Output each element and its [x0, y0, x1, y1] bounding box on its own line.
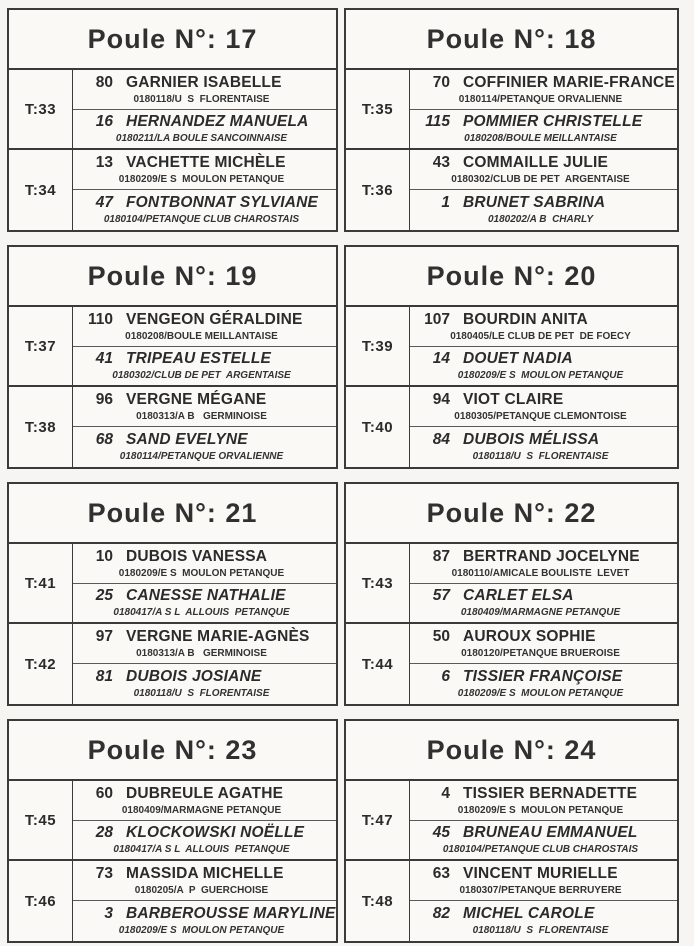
- terrain-label: T:41: [9, 544, 73, 624]
- pool-card-23: [7, 719, 338, 943]
- pool-body: [346, 781, 677, 941]
- player-name: AUROUX SOPHIE: [463, 627, 596, 645]
- player-name: BRUNEAU EMMANUEL: [463, 824, 638, 841]
- player-name: VINCENT MURIELLE: [463, 864, 618, 882]
- terrain-label: T:35: [346, 70, 410, 150]
- player-name-line: [410, 430, 671, 449]
- player-row: [410, 861, 677, 901]
- player-name-line: [73, 586, 330, 605]
- player-row: [73, 584, 336, 624]
- player-club: 0180417/A S L ALLOUIS PETANQUE: [113, 844, 290, 855]
- player-name-line: [73, 547, 330, 566]
- player-row: [73, 110, 336, 150]
- player-name: CARLET ELSA: [463, 587, 574, 604]
- player-name-line: [73, 667, 330, 686]
- player-name-line: [410, 390, 671, 409]
- player-row: [73, 347, 336, 387]
- player-name-line: [73, 904, 336, 923]
- pool-title: Poule N°: 18: [346, 10, 677, 70]
- player-row: [410, 624, 677, 664]
- player-club: 0180118/U S FLORENTAISE: [472, 925, 609, 936]
- player-name: BARBEROUSSE MARYLINE: [126, 905, 336, 922]
- pool-title: Poule N°: 17: [9, 10, 336, 70]
- player-name-line: [73, 193, 330, 212]
- player-number: 10: [95, 547, 113, 565]
- player-name-line: [73, 112, 330, 131]
- player-club: 0180209/E S MOULON PETANQUE: [118, 925, 285, 936]
- player-name: DUBOIS JOSIANE: [126, 668, 262, 685]
- player-name: SAND EVELYNE: [126, 431, 248, 448]
- player-club: 0180104/PETANQUE CLUB CHAROSTAIS: [442, 844, 639, 855]
- player-name: HERNANDEZ MANUELA: [126, 113, 309, 130]
- player-club: 0180118/U S FLORENTAISE: [133, 93, 270, 105]
- player-row: [410, 387, 677, 427]
- player-club: 0180305/PETANQUE CLEMONTOISE: [454, 410, 627, 422]
- player-club: 0180209/E S MOULON PETANQUE: [457, 370, 624, 381]
- player-number: 94: [432, 390, 450, 408]
- player-name-line: [410, 904, 671, 923]
- player-name-line: [73, 73, 330, 92]
- player-name: COMMAILLE JULIE: [463, 153, 609, 171]
- player-number: 97: [95, 627, 113, 645]
- player-number: 63: [432, 864, 450, 882]
- player-name: GARNIER ISABELLE: [126, 73, 282, 91]
- player-name-line: [73, 864, 330, 883]
- pool-title: Poule N°: 23: [9, 721, 336, 781]
- player-name: FONTBONNAT SYLVIANE: [126, 194, 319, 211]
- player-row: [73, 624, 336, 664]
- player-name-line: [410, 153, 671, 172]
- player-number: 6: [441, 668, 450, 685]
- terrain-label: T:42: [9, 624, 73, 704]
- player-club: 0180104/PETANQUE CLUB CHAROSTAIS: [103, 214, 300, 225]
- player-name: DUBOIS VANESSA: [126, 547, 268, 565]
- player-name-line: [410, 627, 671, 646]
- player-row: [410, 190, 677, 230]
- player-name-line: [410, 349, 671, 368]
- player-name-line: [73, 784, 330, 803]
- terrain-label: T:45: [9, 781, 73, 861]
- player-number: 81: [95, 668, 113, 685]
- player-number: 1: [441, 194, 450, 211]
- terrain-label: T:34: [9, 150, 73, 230]
- player-name: DUBREULE AGATHE: [126, 784, 284, 802]
- player-row: [410, 664, 677, 704]
- player-club: 0180209/E S MOULON PETANQUE: [118, 173, 285, 185]
- player-club: 0180118/U S FLORENTAISE: [133, 688, 270, 699]
- player-row: [410, 821, 677, 861]
- terrain-label: T:37: [9, 307, 73, 387]
- pool-body: [9, 781, 336, 941]
- terrain-label: T:33: [9, 70, 73, 150]
- pool-title: Poule N°: 22: [346, 484, 677, 544]
- player-row: [73, 544, 336, 584]
- player-row: [73, 387, 336, 427]
- player-row: [410, 150, 677, 190]
- terrain-label: T:48: [346, 861, 410, 941]
- terrain-label: T:40: [346, 387, 410, 467]
- player-row: [73, 901, 336, 941]
- pool-title: Poule N°: 24: [346, 721, 677, 781]
- player-number: 4: [441, 784, 450, 802]
- player-name-line: [73, 349, 330, 368]
- player-name: VACHETTE MICHÈLE: [126, 153, 286, 171]
- player-club: 0180209/E S MOULON PETANQUE: [118, 567, 285, 579]
- player-name: COFFINIER MARIE-FRANCE: [463, 73, 675, 91]
- player-club: 0180202/A B CHARLY: [487, 214, 594, 225]
- player-name: TISSIER BERNADETTE: [463, 784, 638, 802]
- player-number: 47: [95, 194, 113, 211]
- terrain-label: T:46: [9, 861, 73, 941]
- player-row: [410, 544, 677, 584]
- player-name: VIOT CLAIRE: [463, 390, 564, 408]
- player-row: [73, 70, 336, 110]
- player-name-line: [410, 586, 671, 605]
- player-club: 0180205/A P GUERCHOISE: [134, 884, 269, 896]
- player-number: 115: [425, 113, 450, 130]
- player-club: 0180120/PETANQUE BRUEROISE: [461, 647, 620, 659]
- player-number: 70: [432, 73, 450, 91]
- pool-body: [9, 70, 336, 230]
- player-name: POMMIER CHRISTELLE: [463, 113, 643, 130]
- pool-body: [346, 70, 677, 230]
- player-name: DOUET NADIA: [463, 350, 573, 367]
- player-number: 43: [432, 153, 450, 171]
- player-row: [410, 901, 677, 941]
- pool-body: [9, 307, 336, 467]
- player-name: DUBOIS MÉLISSA: [463, 431, 600, 448]
- player-name: KLOCKOWSKI NOËLLE: [126, 824, 305, 841]
- player-name: CANESSE NATHALIE: [126, 587, 286, 604]
- player-number: 82: [432, 905, 450, 922]
- pool-title: Poule N°: 21: [9, 484, 336, 544]
- player-name: VENGEON GÉRALDINE: [126, 310, 303, 328]
- player-name-line: [73, 390, 330, 409]
- pool-body: [346, 544, 677, 704]
- player-number: 96: [95, 390, 113, 408]
- player-club: 0180307/PETANQUE BERRUYERE: [459, 884, 622, 896]
- player-club: 0180302/CLUB DE PET ARGENTAISE: [451, 173, 630, 185]
- player-row: [410, 110, 677, 150]
- pool-body: [9, 544, 336, 704]
- player-number: 41: [95, 350, 113, 367]
- player-name-line: [410, 112, 671, 131]
- pool-card-24: [344, 719, 679, 943]
- player-number: 50: [432, 627, 450, 645]
- player-club: 0180417/A S L ALLOUIS PETANQUE: [113, 607, 290, 618]
- pool-card-22: [344, 482, 679, 706]
- player-club: 0180313/A B GERMINOISE: [136, 410, 267, 422]
- pool-card-20: [344, 245, 679, 469]
- player-row: [73, 664, 336, 704]
- player-club: 0180208/BOULE MEILLANTAISE: [125, 330, 278, 342]
- player-club: 0180118/U S FLORENTAISE: [472, 451, 609, 462]
- player-name: TISSIER FRANÇOISE: [463, 668, 623, 685]
- player-number: 57: [432, 587, 450, 604]
- player-name-line: [73, 153, 330, 172]
- player-row: [73, 861, 336, 901]
- terrain-label: T:43: [346, 544, 410, 624]
- player-number: 84: [432, 431, 450, 448]
- player-name: VERGNE MARIE-AGNÈS: [126, 627, 310, 645]
- player-name-line: [410, 310, 671, 329]
- player-row: [73, 307, 336, 347]
- player-name-line: [410, 784, 671, 803]
- pool-body: [346, 307, 677, 467]
- player-number: 110: [87, 310, 113, 328]
- pool-card-18: [344, 8, 679, 232]
- player-row: [410, 347, 677, 387]
- player-row: [410, 427, 677, 467]
- player-name: VERGNE MÉGANE: [126, 390, 267, 408]
- player-name-line: [73, 310, 330, 329]
- player-name: MICHEL CAROLE: [463, 905, 595, 922]
- player-number: 3: [104, 905, 113, 922]
- player-name: MASSIDA MICHELLE: [126, 864, 284, 882]
- player-number: 14: [432, 350, 450, 367]
- player-row: [410, 781, 677, 821]
- player-club: 0180405/LE CLUB DE PET DE FOECY: [450, 330, 631, 342]
- terrain-label: T:36: [346, 150, 410, 230]
- player-row: [410, 307, 677, 347]
- terrain-label: T:39: [346, 307, 410, 387]
- player-row: [73, 781, 336, 821]
- player-club: 0180114/PETANQUE ORVALIENNE: [119, 451, 284, 462]
- player-club: 0180110/AMICALE BOULISTE LEVET: [451, 567, 630, 579]
- player-club: 0180209/E S MOULON PETANQUE: [457, 804, 624, 816]
- player-number: 80: [95, 73, 113, 91]
- player-row: [73, 427, 336, 467]
- player-club: 0180409/MARMAGNE PETANQUE: [121, 804, 282, 816]
- player-name-line: [410, 547, 671, 566]
- player-name: BRUNET SABRINA: [463, 194, 606, 211]
- terrain-label: T:47: [346, 781, 410, 861]
- player-club: 0180302/CLUB DE PET ARGENTAISE: [112, 370, 291, 381]
- player-number: 60: [95, 784, 113, 802]
- player-number: 45: [432, 824, 450, 841]
- player-number: 68: [95, 431, 113, 448]
- pool-card-17: [7, 8, 338, 232]
- pools-grid: [7, 8, 694, 943]
- player-name-line: [410, 667, 671, 686]
- player-club: 0180211/LA BOULE SANCOINNAISE: [115, 133, 288, 144]
- player-name-line: [73, 430, 330, 449]
- pool-card-19: [7, 245, 338, 469]
- player-club: 0180313/A B GERMINOISE: [136, 647, 267, 659]
- player-name: BOURDIN ANITA: [463, 310, 588, 328]
- player-club: 0180208/BOULE MEILLANTAISE: [464, 133, 617, 144]
- player-name-line: [410, 823, 671, 842]
- player-club: 0180409/MARMAGNE PETANQUE: [460, 607, 621, 618]
- player-club: 0180114/PETANQUE ORVALIENNE: [458, 93, 623, 105]
- player-row: [73, 150, 336, 190]
- pool-card-21: [7, 482, 338, 706]
- player-name-line: [410, 864, 671, 883]
- player-number: 87: [432, 547, 450, 565]
- pool-title: Poule N°: 20: [346, 247, 677, 307]
- pool-title: Poule N°: 19: [9, 247, 336, 307]
- player-number: 107: [424, 310, 450, 328]
- player-row: [410, 70, 677, 110]
- player-club: 0180209/E S MOULON PETANQUE: [457, 688, 624, 699]
- player-row: [73, 821, 336, 861]
- player-name-line: [73, 627, 330, 646]
- terrain-label: T:44: [346, 624, 410, 704]
- player-number: 13: [95, 153, 113, 171]
- player-name-line: [410, 193, 671, 212]
- player-row: [73, 190, 336, 230]
- player-name-line: [73, 823, 330, 842]
- terrain-label: T:38: [9, 387, 73, 467]
- player-number: 28: [95, 824, 113, 841]
- player-number: 73: [95, 864, 113, 882]
- player-row: [410, 584, 677, 624]
- player-name-line: [410, 73, 675, 92]
- player-name: TRIPEAU ESTELLE: [126, 350, 272, 367]
- player-number: 16: [95, 113, 113, 130]
- player-name: BERTRAND JOCELYNE: [463, 547, 640, 565]
- player-number: 25: [95, 587, 113, 604]
